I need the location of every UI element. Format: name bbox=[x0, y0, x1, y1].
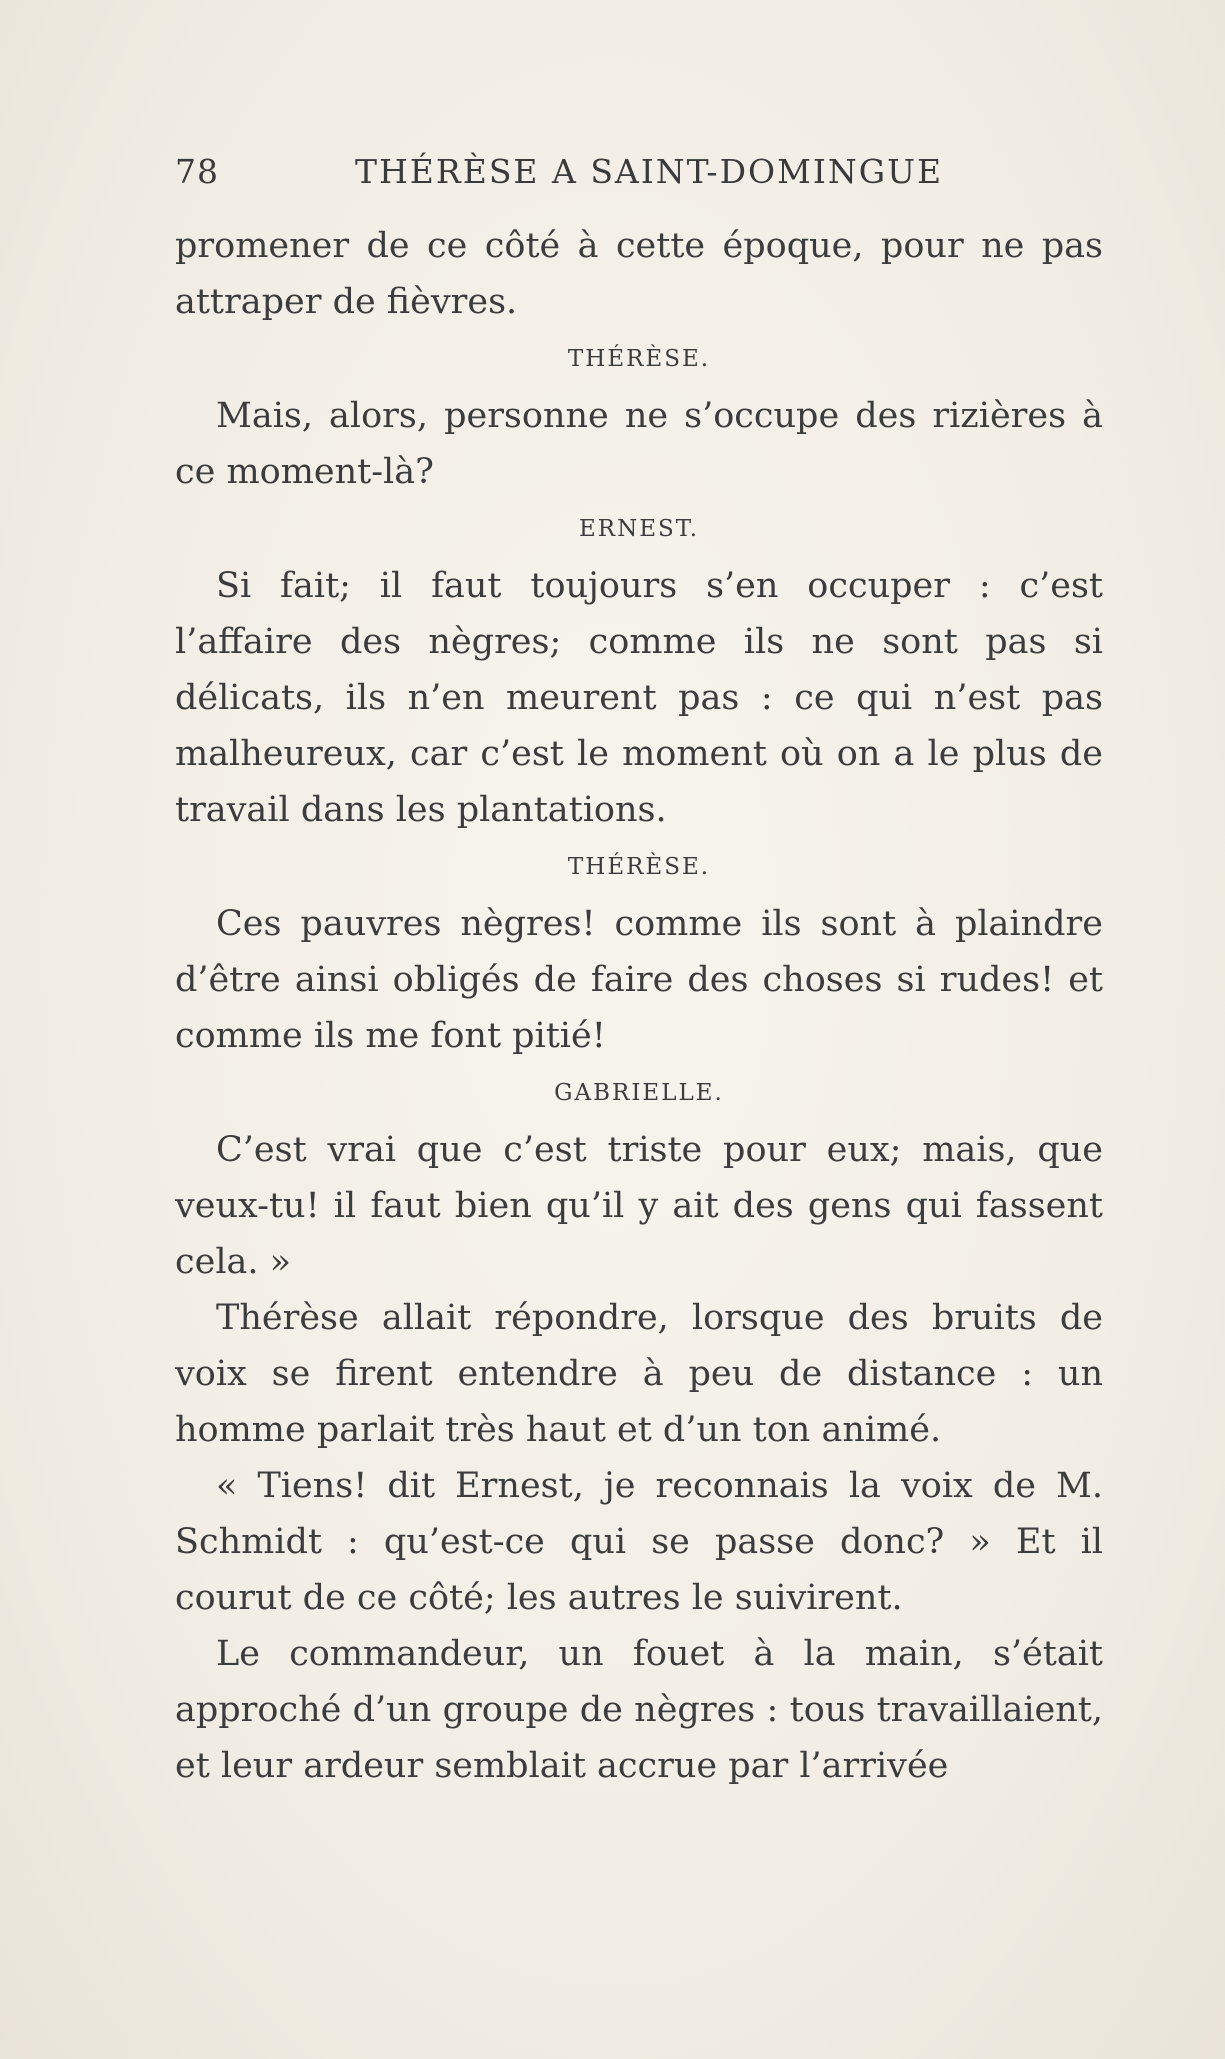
page-number: 78 bbox=[175, 152, 219, 191]
paragraph: Mais, alors, personne ne s’occupe des rizières à ce moment-là? bbox=[175, 396, 1103, 492]
paragraph: C’est vrai que c’est triste pour eux; mais, que veux-tu! il faut bien qu’il y ait des gens qui fassent cela. » bbox=[175, 1130, 1103, 1282]
speaker-label: THÉRÈSE. bbox=[567, 854, 711, 880]
paragraph: Si fait; il faut toujours s’en occuper : c’est l’affaire des nègres; comme ils ne sont pas si délicats, ils n’en meurent pas : ce qui n’est pas malheureux, car c’est le moment où on a le plus de travail dans les plantations. bbox=[175, 566, 1103, 830]
page-header bbox=[175, 152, 1095, 202]
speaker-label: THÉRÈSE. bbox=[567, 346, 711, 372]
paragraph: promener de ce côté à cette époque, pour ne pas attraper de fièvres. bbox=[175, 226, 1103, 322]
speaker-label: ERNEST. bbox=[578, 516, 700, 542]
speaker-label: GABRIELLE. bbox=[554, 1080, 724, 1106]
paragraph: Le commandeur, un fouet à la main, s’était approché d’un groupe de nègres : tous travaillaient, et leur ardeur semblait accrue par l’arrivée bbox=[175, 1634, 1103, 1786]
paragraph: Thérèse allait répondre, lorsque des bruits de voix se firent entendre à peu de distance : un homme parlait très haut et d’un ton animé. bbox=[175, 1298, 1103, 1450]
body-text bbox=[175, 218, 1103, 1794]
paragraph: Ces pauvres nègres! comme ils sont à plaindre d’être ainsi obligés de faire des choses si rudes! et comme ils me font pitié! bbox=[175, 904, 1103, 1056]
running-title: THÉRÈSE A SAINT-DOMINGUE bbox=[355, 152, 944, 191]
paragraph: « Tiens! dit Ernest, je reconnais la voix de M. Schmidt : qu’est-ce qui se passe donc? » Et il courut de ce côté; les autres le suivirent. bbox=[175, 1466, 1103, 1618]
